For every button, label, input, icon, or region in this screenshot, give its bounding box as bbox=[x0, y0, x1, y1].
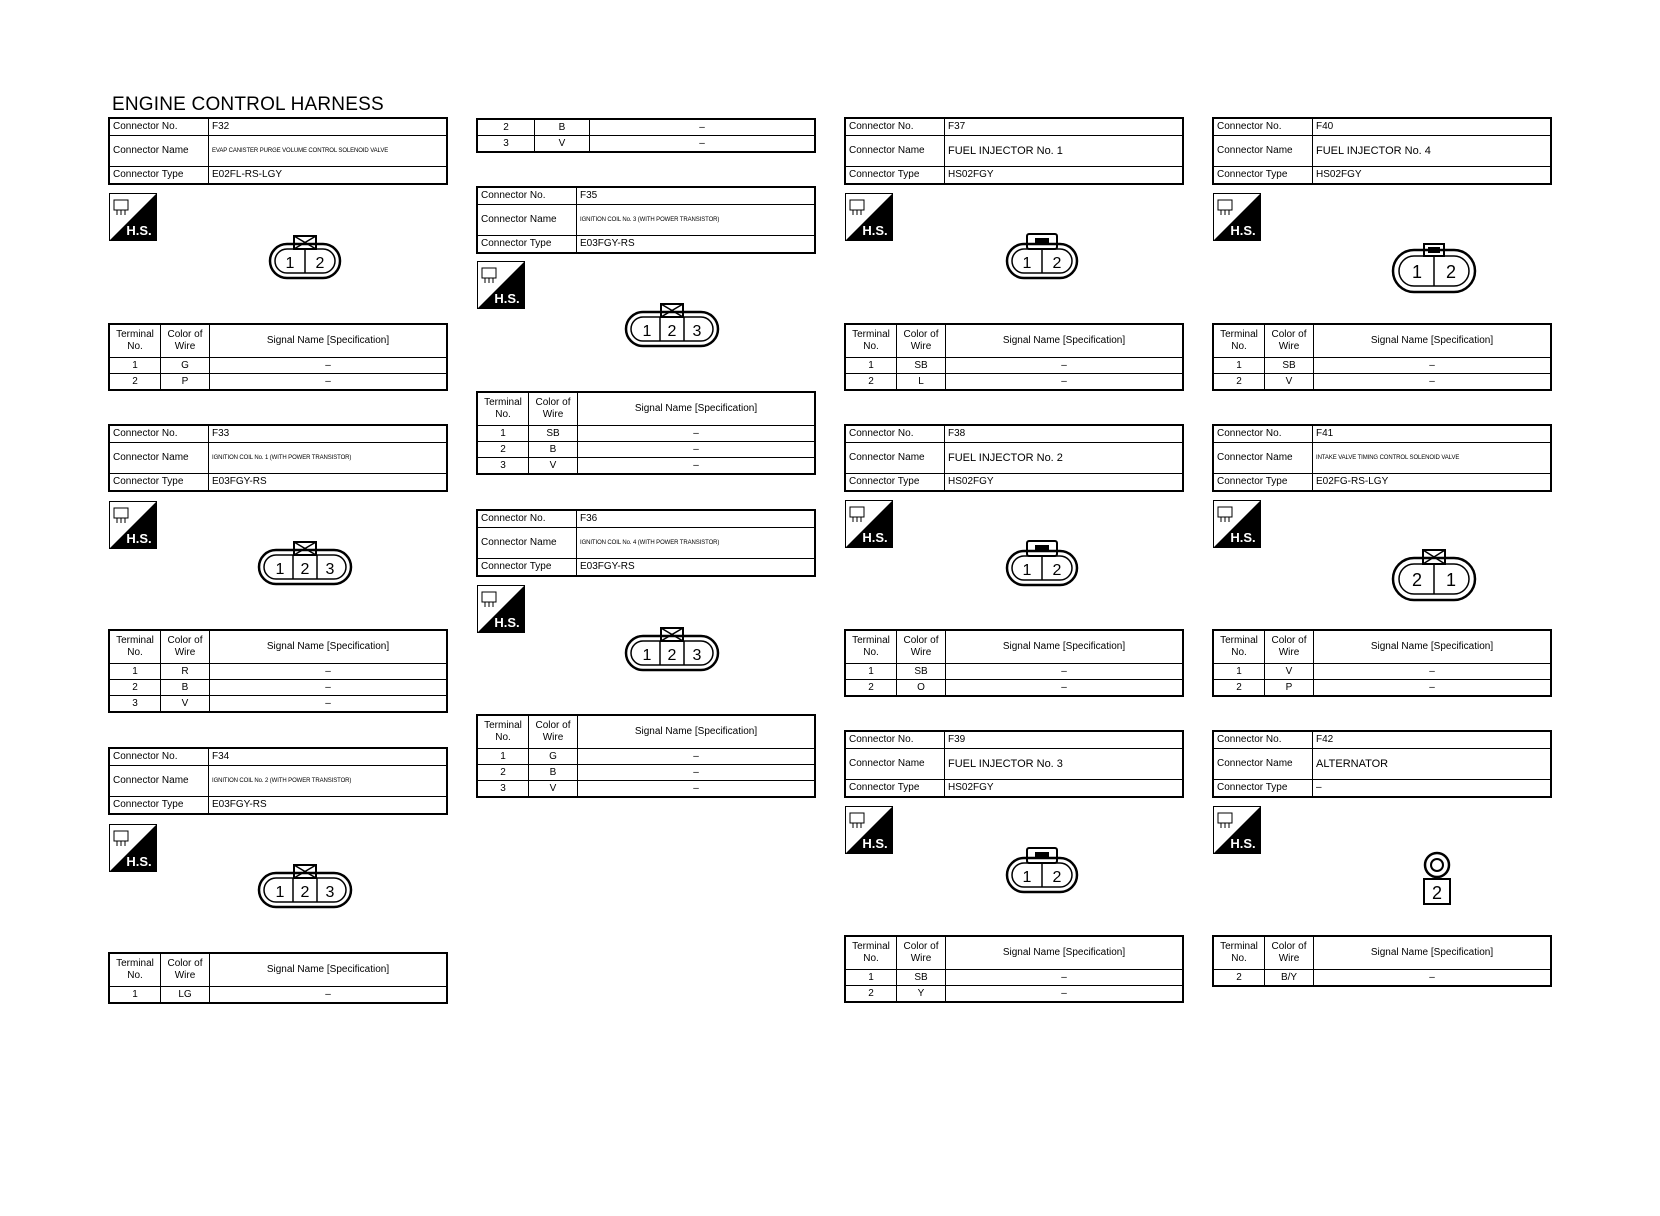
signal-cell: – bbox=[946, 358, 1184, 374]
connector-no-value: F41 bbox=[1313, 425, 1552, 443]
terminal-cell: 2 bbox=[845, 680, 897, 697]
table-row bbox=[477, 442, 815, 458]
signal-cell: – bbox=[210, 696, 448, 713]
color-header: Color of Wire bbox=[161, 953, 210, 987]
table-row bbox=[477, 119, 815, 136]
pin-label: 2 bbox=[1052, 562, 1062, 579]
pin-label: 2 bbox=[300, 884, 310, 901]
terminal-table-F35 bbox=[476, 391, 816, 475]
connector-no-label: Connector No. bbox=[1213, 731, 1313, 749]
color-cell: V bbox=[161, 696, 210, 713]
connector-block-F41 bbox=[1212, 424, 1552, 492]
connector-no-value: F35 bbox=[577, 187, 816, 205]
connector-no-label: Connector No. bbox=[477, 510, 577, 528]
connector-name-value: EVAP CANISTER PURGE VOLUME CONTROL SOLENOID VALVE bbox=[209, 136, 448, 167]
hs-icon bbox=[1213, 193, 1261, 241]
table-row bbox=[1213, 680, 1551, 697]
connector-name-label: Connector Name bbox=[845, 443, 945, 474]
connector-no-label: Connector No. bbox=[1213, 118, 1313, 136]
color-header: Color of Wire bbox=[1265, 324, 1314, 358]
terminal-cell: 1 bbox=[109, 664, 161, 680]
hs-icon bbox=[845, 193, 893, 241]
table-row bbox=[109, 680, 447, 696]
terminal-cell: 1 bbox=[845, 970, 897, 986]
connector-type-value: E03FGY-RS bbox=[577, 236, 816, 254]
hs-icon bbox=[845, 500, 893, 548]
connector-type-value: E03FGY-RS bbox=[577, 559, 816, 577]
pin-label: 3 bbox=[325, 884, 335, 901]
connector-block-F34 bbox=[108, 747, 448, 815]
color-header: Color of Wire bbox=[897, 324, 946, 358]
connector-type-label: Connector Type bbox=[109, 167, 209, 185]
signal-cell: – bbox=[946, 664, 1184, 680]
hs-label: H.S. bbox=[494, 291, 520, 306]
connector-name-label: Connector Name bbox=[109, 443, 209, 474]
terminal-no-header: Terminal No. bbox=[1213, 324, 1265, 358]
connector-no-value: F33 bbox=[209, 425, 448, 443]
color-cell: B/Y bbox=[1265, 970, 1314, 987]
color-cell: V bbox=[529, 781, 578, 798]
connector-type-value: E02FL-RS-LGY bbox=[209, 167, 448, 185]
connector-name-value: IGNITION COIL No. 4 (WITH POWER TRANSISTOR) bbox=[577, 528, 816, 559]
connector-no-value: F37 bbox=[945, 118, 1184, 136]
color-cell: SB bbox=[897, 358, 946, 374]
signal-cell: – bbox=[946, 374, 1184, 391]
terminal-cell: 2 bbox=[477, 442, 529, 458]
connector-face-3pin bbox=[257, 863, 353, 914]
table-row bbox=[109, 987, 447, 1004]
pin-label: 3 bbox=[692, 647, 702, 664]
connector-block-F40 bbox=[1212, 117, 1552, 185]
table-row bbox=[845, 374, 1183, 391]
terminal-table-F34-continued bbox=[476, 118, 816, 153]
connector-type-value: E03FGY-RS bbox=[209, 797, 448, 815]
hs-label: H.S. bbox=[1230, 836, 1256, 851]
signal-cell: – bbox=[1314, 358, 1552, 374]
connector-type-label: Connector Type bbox=[109, 474, 209, 492]
table-row bbox=[109, 358, 447, 374]
terminal-cell: 2 bbox=[109, 374, 161, 391]
terminal-no-header: Terminal No. bbox=[109, 630, 161, 664]
terminal-table-F37 bbox=[844, 323, 1184, 391]
color-header: Color of Wire bbox=[529, 392, 578, 426]
terminal-table-F42 bbox=[1212, 935, 1552, 987]
signal-header: Signal Name [Specification] bbox=[578, 715, 816, 749]
color-cell: B bbox=[529, 442, 578, 458]
connector-info-table bbox=[108, 117, 448, 185]
connector-face-3pin bbox=[624, 302, 720, 353]
connector-name-label: Connector Name bbox=[109, 766, 209, 797]
pin-label: 1 bbox=[1445, 570, 1457, 590]
hs-label: H.S. bbox=[494, 615, 520, 630]
signal-cell: – bbox=[946, 986, 1184, 1003]
signal-cell: – bbox=[590, 136, 816, 153]
connector-name-value: INTAKE VALVE TIMING CONTROL SOLENOID VALVE bbox=[1313, 443, 1552, 474]
ring-terminal bbox=[1420, 851, 1454, 912]
connector-name-label: Connector Name bbox=[1213, 749, 1313, 780]
color-cell: B bbox=[161, 680, 210, 696]
terminal-no-header: Terminal No. bbox=[845, 936, 897, 970]
terminal-no-header: Terminal No. bbox=[1213, 936, 1265, 970]
pin-label: 2 bbox=[1431, 883, 1443, 903]
terminal-no-header: Terminal No. bbox=[477, 715, 529, 749]
connector-type-label: Connector Type bbox=[477, 236, 577, 254]
signal-cell: – bbox=[578, 442, 816, 458]
connector-name-label: Connector Name bbox=[1213, 136, 1313, 167]
terminal-cell: 2 bbox=[845, 986, 897, 1003]
connector-name-value: IGNITION COIL No. 2 (WITH POWER TRANSISTOR) bbox=[209, 766, 448, 797]
color-header: Color of Wire bbox=[529, 715, 578, 749]
signal-cell: – bbox=[946, 680, 1184, 697]
signal-header: Signal Name [Specification] bbox=[210, 630, 448, 664]
table-row bbox=[477, 749, 815, 765]
color-cell: SB bbox=[897, 664, 946, 680]
hs-icon bbox=[109, 501, 157, 549]
terminal-cell: 2 bbox=[1213, 680, 1265, 697]
terminal-no-header: Terminal No. bbox=[845, 630, 897, 664]
table-row bbox=[845, 970, 1183, 986]
connector-type-value: – bbox=[1313, 780, 1552, 798]
signal-header: Signal Name [Specification] bbox=[1314, 936, 1552, 970]
terminal-no-header: Terminal No. bbox=[845, 324, 897, 358]
signal-cell: – bbox=[578, 458, 816, 475]
connector-type-label: Connector Type bbox=[845, 474, 945, 492]
signal-cell: – bbox=[210, 987, 448, 1004]
terminal-table-F36 bbox=[476, 714, 816, 798]
signal-header: Signal Name [Specification] bbox=[946, 630, 1184, 664]
color-cell: P bbox=[1265, 680, 1314, 697]
terminal-cell: 2 bbox=[1213, 970, 1265, 987]
pin-label: 1 bbox=[275, 561, 285, 578]
connector-no-label: Connector No. bbox=[109, 425, 209, 443]
terminal-table-F32 bbox=[108, 323, 448, 391]
connector-block-F37 bbox=[844, 117, 1184, 185]
connector-block-F35 bbox=[476, 186, 816, 254]
pin-label: 3 bbox=[692, 323, 702, 340]
connector-face-3pin bbox=[624, 626, 720, 677]
pin-label: 2 bbox=[315, 255, 325, 272]
color-header: Color of Wire bbox=[161, 324, 210, 358]
signal-cell: – bbox=[1314, 664, 1552, 680]
signal-header: Signal Name [Specification] bbox=[1314, 324, 1552, 358]
pin-label: 1 bbox=[642, 323, 652, 340]
terminal-table-F33 bbox=[108, 629, 448, 713]
connector-type-label: Connector Type bbox=[845, 780, 945, 798]
pin-label: 2 bbox=[1445, 262, 1457, 282]
connector-name-value: FUEL INJECTOR No. 1 bbox=[945, 136, 1184, 167]
color-cell: V bbox=[1265, 664, 1314, 680]
terminal-no-header: Terminal No. bbox=[109, 324, 161, 358]
color-cell: V bbox=[1265, 374, 1314, 391]
hs-label: H.S. bbox=[126, 854, 152, 869]
terminal-cell: 1 bbox=[1213, 358, 1265, 374]
table-row bbox=[1213, 374, 1551, 391]
terminal-cell: 1 bbox=[109, 987, 161, 1004]
connector-name-value: IGNITION COIL No. 1 (WITH POWER TRANSISTOR) bbox=[209, 443, 448, 474]
signal-cell: – bbox=[210, 358, 448, 374]
pin-label: 3 bbox=[325, 561, 335, 578]
terminal-cell: 2 bbox=[477, 119, 535, 136]
connector-no-value: F38 bbox=[945, 425, 1184, 443]
signal-cell: – bbox=[578, 749, 816, 765]
terminal-cell: 1 bbox=[109, 358, 161, 374]
connector-block-F33 bbox=[108, 424, 448, 492]
signal-header: Signal Name [Specification] bbox=[210, 324, 448, 358]
connector-no-label: Connector No. bbox=[845, 425, 945, 443]
hs-icon bbox=[477, 585, 525, 633]
connector-type-value: HS02FGY bbox=[1313, 167, 1552, 185]
color-cell: V bbox=[529, 458, 578, 475]
signal-cell: – bbox=[578, 426, 816, 442]
connector-name-label: Connector Name bbox=[477, 528, 577, 559]
connector-no-value: F39 bbox=[945, 731, 1184, 749]
color-cell: R bbox=[161, 664, 210, 680]
terminal-cell: 3 bbox=[477, 781, 529, 798]
connector-no-label: Connector No. bbox=[845, 118, 945, 136]
table-row bbox=[477, 765, 815, 781]
terminal-cell: 2 bbox=[845, 374, 897, 391]
connector-block-F42 bbox=[1212, 730, 1552, 798]
connector-type-value: HS02FGY bbox=[945, 474, 1184, 492]
connector-no-label: Connector No. bbox=[109, 748, 209, 766]
terminal-cell: 2 bbox=[109, 680, 161, 696]
hs-icon bbox=[1213, 806, 1261, 854]
table-row bbox=[1213, 664, 1551, 680]
connector-type-value: E02FG-RS-LGY bbox=[1313, 474, 1552, 492]
pin-label: 1 bbox=[642, 647, 652, 664]
connector-type-value: HS02FGY bbox=[945, 167, 1184, 185]
terminal-cell: 1 bbox=[477, 749, 529, 765]
hs-label: H.S. bbox=[1230, 223, 1256, 238]
terminal-cell: 3 bbox=[477, 136, 535, 153]
color-cell: SB bbox=[1265, 358, 1314, 374]
color-cell: SB bbox=[897, 970, 946, 986]
connector-name-value: ALTERNATOR bbox=[1313, 749, 1552, 780]
connector-type-label: Connector Type bbox=[109, 797, 209, 815]
connector-no-value: F42 bbox=[1313, 731, 1552, 749]
pin-label: 2 bbox=[1052, 869, 1062, 886]
pin-label: 2 bbox=[667, 647, 677, 664]
terminal-cell: 3 bbox=[477, 458, 529, 475]
table-row bbox=[477, 136, 815, 153]
connector-block-F38 bbox=[844, 424, 1184, 492]
hs-icon bbox=[477, 261, 525, 309]
connector-name-label: Connector Name bbox=[109, 136, 209, 167]
hs-icon bbox=[109, 193, 157, 241]
hs-label: H.S. bbox=[862, 836, 888, 851]
pin-label: 2 bbox=[667, 323, 677, 340]
signal-header: Signal Name [Specification] bbox=[578, 392, 816, 426]
terminal-cell: 3 bbox=[109, 696, 161, 713]
pin-label: 2 bbox=[300, 561, 310, 578]
connector-no-label: Connector No. bbox=[109, 118, 209, 136]
terminal-table-F34 bbox=[108, 952, 448, 1004]
connector-type-label: Connector Type bbox=[845, 167, 945, 185]
connector-type-value: HS02FGY bbox=[945, 780, 1184, 798]
connector-face-2pin bbox=[1391, 242, 1477, 299]
table-row bbox=[477, 781, 815, 798]
terminal-table-F39 bbox=[844, 935, 1184, 1003]
pin-label: 1 bbox=[1411, 262, 1423, 282]
connector-no-value: F36 bbox=[577, 510, 816, 528]
color-cell: O bbox=[897, 680, 946, 697]
hs-icon bbox=[845, 806, 893, 854]
color-header: Color of Wire bbox=[1265, 630, 1314, 664]
connector-no-label: Connector No. bbox=[845, 731, 945, 749]
color-cell: G bbox=[161, 358, 210, 374]
terminal-cell: 2 bbox=[1213, 374, 1265, 391]
signal-header: Signal Name [Specification] bbox=[210, 953, 448, 987]
connector-name-label: Connector Name bbox=[845, 749, 945, 780]
color-cell: SB bbox=[529, 426, 578, 442]
signal-cell: – bbox=[210, 664, 448, 680]
color-cell: V bbox=[535, 136, 590, 153]
terminal-table-F40 bbox=[1212, 323, 1552, 391]
signal-cell: – bbox=[210, 680, 448, 696]
terminal-table-F38 bbox=[844, 629, 1184, 697]
page-title: ENGINE CONTROL HARNESS bbox=[112, 94, 384, 115]
connector-face-2pin bbox=[1005, 232, 1079, 285]
table-row bbox=[109, 664, 447, 680]
connector-type-label: Connector Type bbox=[1213, 167, 1313, 185]
table-row bbox=[109, 696, 447, 713]
connector-type-label: Connector Type bbox=[1213, 780, 1313, 798]
color-cell: P bbox=[161, 374, 210, 391]
terminal-cell: 1 bbox=[845, 664, 897, 680]
signal-header: Signal Name [Specification] bbox=[946, 324, 1184, 358]
hs-icon bbox=[109, 824, 157, 872]
connector-name-label: Connector Name bbox=[845, 136, 945, 167]
signal-cell: – bbox=[578, 765, 816, 781]
connector-type-label: Connector Type bbox=[477, 559, 577, 577]
color-cell: G bbox=[529, 749, 578, 765]
terminal-cell: 1 bbox=[1213, 664, 1265, 680]
connector-block-F36 bbox=[476, 509, 816, 577]
signal-header: Signal Name [Specification] bbox=[1314, 630, 1552, 664]
color-header: Color of Wire bbox=[161, 630, 210, 664]
connector-name-value: FUEL INJECTOR No. 4 bbox=[1313, 136, 1552, 167]
signal-header: Signal Name [Specification] bbox=[946, 936, 1184, 970]
pin-label: 1 bbox=[275, 884, 285, 901]
pin-label: 1 bbox=[1022, 562, 1032, 579]
table-row bbox=[477, 426, 815, 442]
hs-label: H.S. bbox=[1230, 530, 1256, 545]
connector-no-value: F32 bbox=[209, 118, 448, 136]
connector-block-F39 bbox=[844, 730, 1184, 798]
pin-label: 1 bbox=[285, 255, 295, 272]
pin-label: 1 bbox=[1022, 869, 1032, 886]
connector-name-label: Connector Name bbox=[1213, 443, 1313, 474]
terminal-cell: 2 bbox=[477, 765, 529, 781]
connector-no-value: F40 bbox=[1313, 118, 1552, 136]
pin-label: 1 bbox=[1022, 255, 1032, 272]
connector-name-value: FUEL INJECTOR No. 3 bbox=[945, 749, 1184, 780]
connector-type-value: E03FGY-RS bbox=[209, 474, 448, 492]
color-cell: B bbox=[535, 119, 590, 136]
connector-face-2pin bbox=[1391, 548, 1477, 607]
color-cell: B bbox=[529, 765, 578, 781]
connector-face-3pin bbox=[257, 540, 353, 591]
pin-label: 2 bbox=[1052, 255, 1062, 272]
connector-type-label: Connector Type bbox=[1213, 474, 1313, 492]
signal-cell: – bbox=[210, 374, 448, 391]
color-cell: L bbox=[897, 374, 946, 391]
signal-cell: – bbox=[1314, 970, 1552, 987]
table-row bbox=[845, 664, 1183, 680]
color-header: Color of Wire bbox=[1265, 936, 1314, 970]
table-row bbox=[1213, 970, 1551, 987]
color-header: Color of Wire bbox=[897, 630, 946, 664]
hs-label: H.S. bbox=[862, 530, 888, 545]
terminal-table-F41 bbox=[1212, 629, 1552, 697]
hs-label: H.S. bbox=[126, 531, 152, 546]
terminal-no-header: Terminal No. bbox=[477, 392, 529, 426]
terminal-no-header: Terminal No. bbox=[109, 953, 161, 987]
color-header: Color of Wire bbox=[897, 936, 946, 970]
connector-block-F32 bbox=[108, 117, 448, 185]
table-row bbox=[845, 986, 1183, 1003]
terminal-no-header: Terminal No. bbox=[1213, 630, 1265, 664]
connector-face-2pin bbox=[1005, 846, 1079, 899]
table-row bbox=[109, 374, 447, 391]
table-row bbox=[845, 358, 1183, 374]
terminal-cell: 1 bbox=[477, 426, 529, 442]
table-row bbox=[477, 458, 815, 475]
color-cell: Y bbox=[897, 986, 946, 1003]
table-row bbox=[845, 680, 1183, 697]
connector-no-label: Connector No. bbox=[477, 187, 577, 205]
connector-face-2pin bbox=[268, 234, 342, 285]
signal-cell: – bbox=[578, 781, 816, 798]
signal-cell: – bbox=[1314, 680, 1552, 697]
connector-no-value: F34 bbox=[209, 748, 448, 766]
hs-label: H.S. bbox=[126, 223, 152, 238]
color-cell: LG bbox=[161, 987, 210, 1004]
hs-label: H.S. bbox=[862, 223, 888, 238]
terminal-cell: 1 bbox=[845, 358, 897, 374]
table-row bbox=[1213, 358, 1551, 374]
hs-icon bbox=[1213, 500, 1261, 548]
connector-name-value: FUEL INJECTOR No. 2 bbox=[945, 443, 1184, 474]
connector-name-label: Connector Name bbox=[477, 205, 577, 236]
connector-face-2pin bbox=[1005, 539, 1079, 592]
connector-name-value: IGNITION COIL No. 3 (WITH POWER TRANSISTOR) bbox=[577, 205, 816, 236]
signal-cell: – bbox=[946, 970, 1184, 986]
connector-no-label: Connector No. bbox=[1213, 425, 1313, 443]
signal-cell: – bbox=[1314, 374, 1552, 391]
signal-cell: – bbox=[590, 119, 816, 136]
pin-label: 2 bbox=[1411, 570, 1423, 590]
